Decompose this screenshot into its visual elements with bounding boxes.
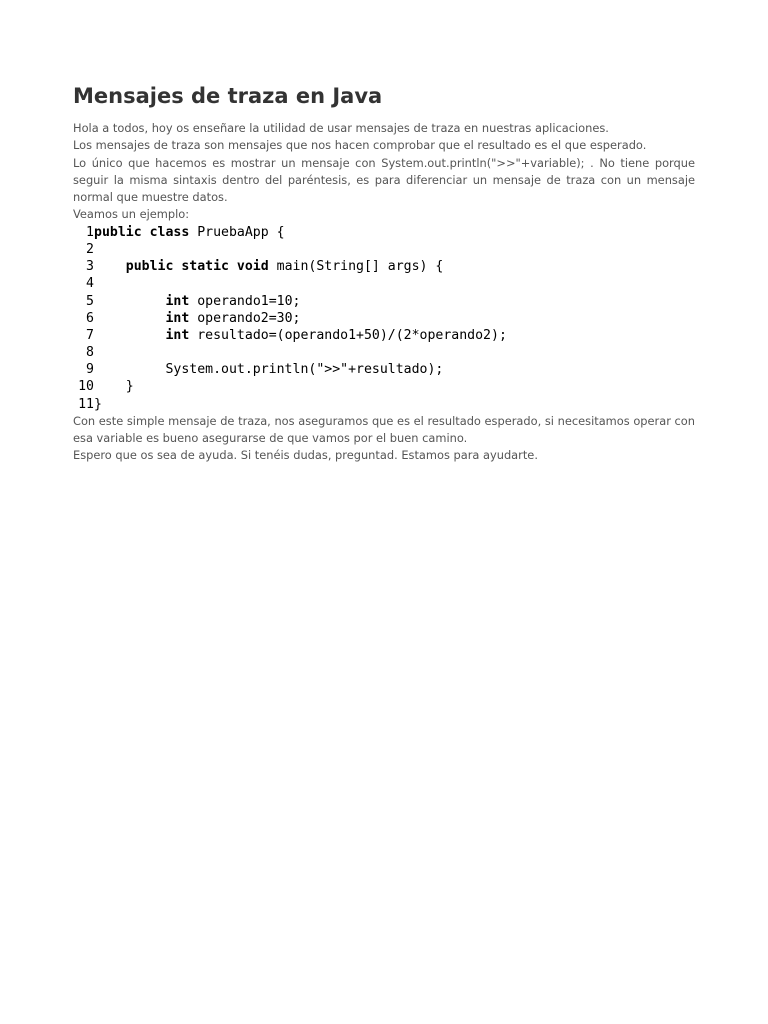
- line-number: 4: [86, 276, 94, 292]
- code-text: System.out.println(">>"+resultado);: [165, 362, 444, 378]
- code-block: [73, 224, 695, 413]
- line-number: 6: [86, 310, 94, 326]
- line-number: 8: [86, 345, 94, 361]
- code-line: [75, 275, 695, 292]
- code-text: }: [125, 379, 134, 395]
- line-number: 10: [78, 379, 94, 395]
- code-keyword: public static void: [125, 259, 269, 275]
- code-line: [75, 396, 695, 413]
- code-text: operando1=10;: [189, 293, 301, 309]
- code-line: [75, 344, 695, 361]
- code-indent: [94, 379, 126, 394]
- code-line: [75, 224, 695, 241]
- code-line: [75, 293, 695, 310]
- intro-paragraph-2: Los mensajes de traza son mensajes que nos hacen comprobar que el resultado es el que esperado.: [73, 138, 647, 153]
- line-number: 5: [86, 293, 94, 309]
- code-keyword: int: [165, 310, 190, 326]
- code-text: PruebaApp {: [189, 224, 285, 240]
- intro-paragraph-1: Hola a todos, hoy os enseñare la utilidad de usar mensajes de traza en nuestras aplicaciones.: [73, 121, 609, 135]
- code-indent: [94, 259, 126, 274]
- code-line: [75, 241, 695, 258]
- code-text: }: [94, 396, 102, 412]
- outro-paragraph-2: Espero que os sea de ayuda. Si tenéis dudas, preguntad. Estamos para ayudarte.: [73, 448, 538, 463]
- line-number: 3: [86, 259, 94, 275]
- code-line: [75, 361, 695, 378]
- code-indent: [94, 294, 165, 309]
- code-keyword: int: [165, 327, 190, 343]
- intro-paragraph-3: Lo único que hacemos es mostrar un mensaje con System.out.println(">>"+variable); . No tiene porque seguir la misma sintaxis dentro del paréntesis, es para diferenciar un mensaje de traza con un mensaje normal que muestre datos.: [73, 155, 695, 205]
- code-text: operando2=30;: [189, 310, 301, 326]
- code-indent: [94, 311, 165, 326]
- line-number: 1: [86, 224, 94, 240]
- code-keyword: public class: [94, 224, 190, 240]
- line-number: 9: [86, 362, 94, 378]
- code-line: [75, 258, 695, 275]
- line-number: 2: [86, 241, 94, 257]
- code-keyword: int: [165, 293, 190, 309]
- code-indent: [94, 362, 165, 377]
- line-number: 7: [86, 327, 94, 343]
- code-text: main(String[] args) {: [268, 259, 444, 275]
- line-number: 11: [78, 396, 94, 412]
- outro-paragraph-1: Con este simple mensaje de traza, nos aseguramos que es el resultado esperado, si necesitamos operar con esa variable es bueno asegurarse de que vamos por el buen camino.: [73, 413, 695, 446]
- code-indent: [94, 328, 165, 343]
- code-line: [75, 327, 695, 344]
- code-line: [75, 310, 695, 327]
- code-line: [75, 378, 695, 395]
- page-title: Mensajes de traza en Java: [73, 84, 383, 108]
- intro-paragraph-4: Veamos un ejemplo:: [73, 207, 190, 222]
- code-text: resultado=(operando1+50)/(2*operando2);: [189, 327, 507, 343]
